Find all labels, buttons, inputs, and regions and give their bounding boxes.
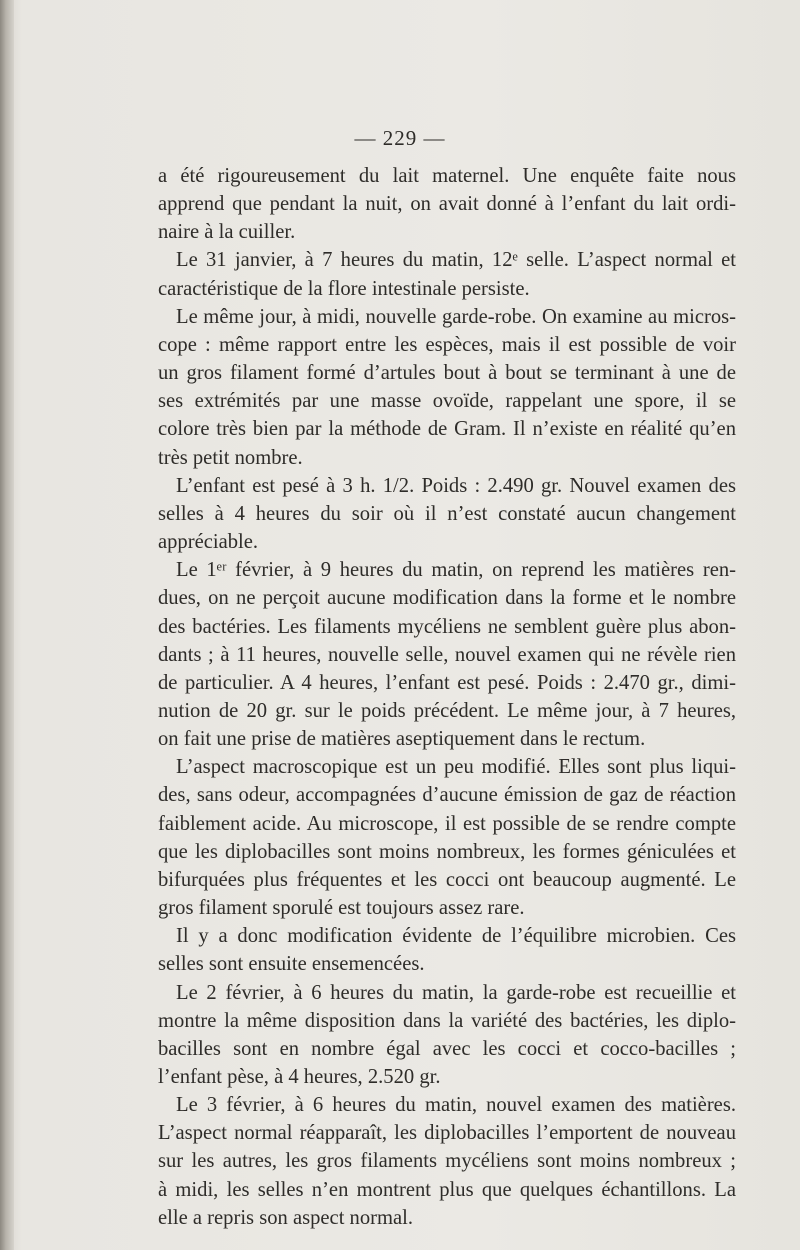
text-line: on fait une prise de matières aseptiquement dans le rectum. [158, 728, 646, 751]
text-line: sur les autres, les gros filaments mycéliens sont moins nombreux ; [158, 1150, 736, 1173]
text-line: bifurquées plus fréquentes et les cocci ont beaucoup augmenté. Le [158, 868, 736, 891]
paragraph [140, 556, 736, 753]
text-line: montre la même disposition dans la variété des bactéries, les diplo- [158, 1009, 736, 1032]
text-line: appréciable. [158, 531, 259, 554]
text-line: a été rigoureusement du lait maternel. Une enquête faite nous [158, 165, 736, 187]
paragraph [140, 922, 736, 978]
text-line: à midi, les selles n’en montrent plus que quelques échantillons. La [158, 1178, 736, 1201]
text-line: apprend que pendant la nuit, on avait donné à l’enfant du lait ordi- [158, 193, 736, 216]
paragraph [140, 162, 736, 246]
body-text [140, 162, 736, 1232]
text-line: que les diplobacilles sont moins nombreux, les formes géniculées et [158, 840, 736, 863]
book-binding-edge [0, 0, 14, 1250]
page-number: — 229 — [354, 126, 446, 150]
text-line: Le 3 février, à 6 heures du matin, nouvel examen des matières. [176, 1094, 736, 1117]
text-line: des bactéries. Les filaments mycéliens ne semblent guère plus abon- [158, 615, 736, 638]
text-line: nution de 20 gr. sur le poids précédent. Le même jour, à 7 heures, [158, 699, 736, 722]
text-line: L’aspect normal réapparaît, les diplobacilles l’emportent de nouveau [158, 1122, 736, 1145]
text-line: dants ; à 11 heures, nouvelle selle, nouvel examen qui ne révèle rien [158, 643, 736, 666]
text-line: selles à 4 heures du soir où il n’est constaté aucun changement [158, 502, 736, 525]
text-line: naire à la cuiller. [158, 221, 296, 244]
paragraph [140, 753, 736, 922]
text-line: de particulier. A 4 heures, l’enfant est pesé. Poids : 2.470 gr., dimi- [158, 671, 736, 694]
text-line: dues, on ne perçoit aucune modification dans la forme et le nombre [158, 587, 736, 610]
text-line: ses extrémités par une masse ovoïde, rappelant une spore, il se [158, 390, 736, 413]
text-line: L’aspect macroscopique est un peu modifié. Elles sont plus liqui- [176, 756, 736, 779]
text-line: elle a repris son aspect normal. [158, 1206, 414, 1229]
text-line: un gros filament formé d’artules bout à bout se terminant à une de [158, 362, 736, 385]
paragraph [140, 303, 736, 472]
paragraph [140, 979, 736, 1092]
text-line: des, sans odeur, accompagnées d’aucune émission de gaz de réaction [158, 784, 736, 807]
paragraph [140, 472, 736, 556]
text-line: caractéristique de la flore intestinale persiste. [158, 277, 530, 300]
text-line: Le 2 février, à 6 heures du matin, la garde-robe est recueillie et [176, 981, 736, 1004]
text-line: Le 1ᵉʳ février, à 9 heures du matin, on reprend les matières ren- [176, 559, 736, 582]
text-line: très petit nombre. [158, 446, 303, 469]
text-line: Il y a donc modification évidente de l’équilibre microbien. Ces [176, 925, 736, 948]
text-line: L’enfant est pesé à 3 h. 1/2. Poids : 2.490 gr. Nouvel examen des [176, 474, 736, 497]
paragraph [140, 246, 736, 302]
text-line: Le même jour, à midi, nouvelle garde-robe. On examine au micros- [176, 305, 736, 328]
text-line: l’enfant pèse, à 4 heures, 2.520 gr. [158, 1066, 441, 1088]
text-line: faiblement acide. Au microscope, il est possible de se rendre compte [158, 812, 736, 835]
text-line: colore très bien par la méthode de Gram. Il n’existe en réalité qu’en [158, 418, 736, 441]
text-line: gros filament sporulé est toujours assez rare. [158, 897, 525, 920]
paragraph [140, 1091, 736, 1232]
text-line: Le 31 janvier, à 7 heures du matin, 12ᵉ selle. L’aspect normal et [176, 249, 736, 272]
text-line: bacilles sont en nombre égal avec les cocci et cocco-bacilles ; [158, 1037, 736, 1060]
text-line: cope : même rapport entre les espèces, mais il est possible de voir [158, 333, 736, 356]
text-line: selles sont ensuite ensemencées. [158, 953, 425, 976]
